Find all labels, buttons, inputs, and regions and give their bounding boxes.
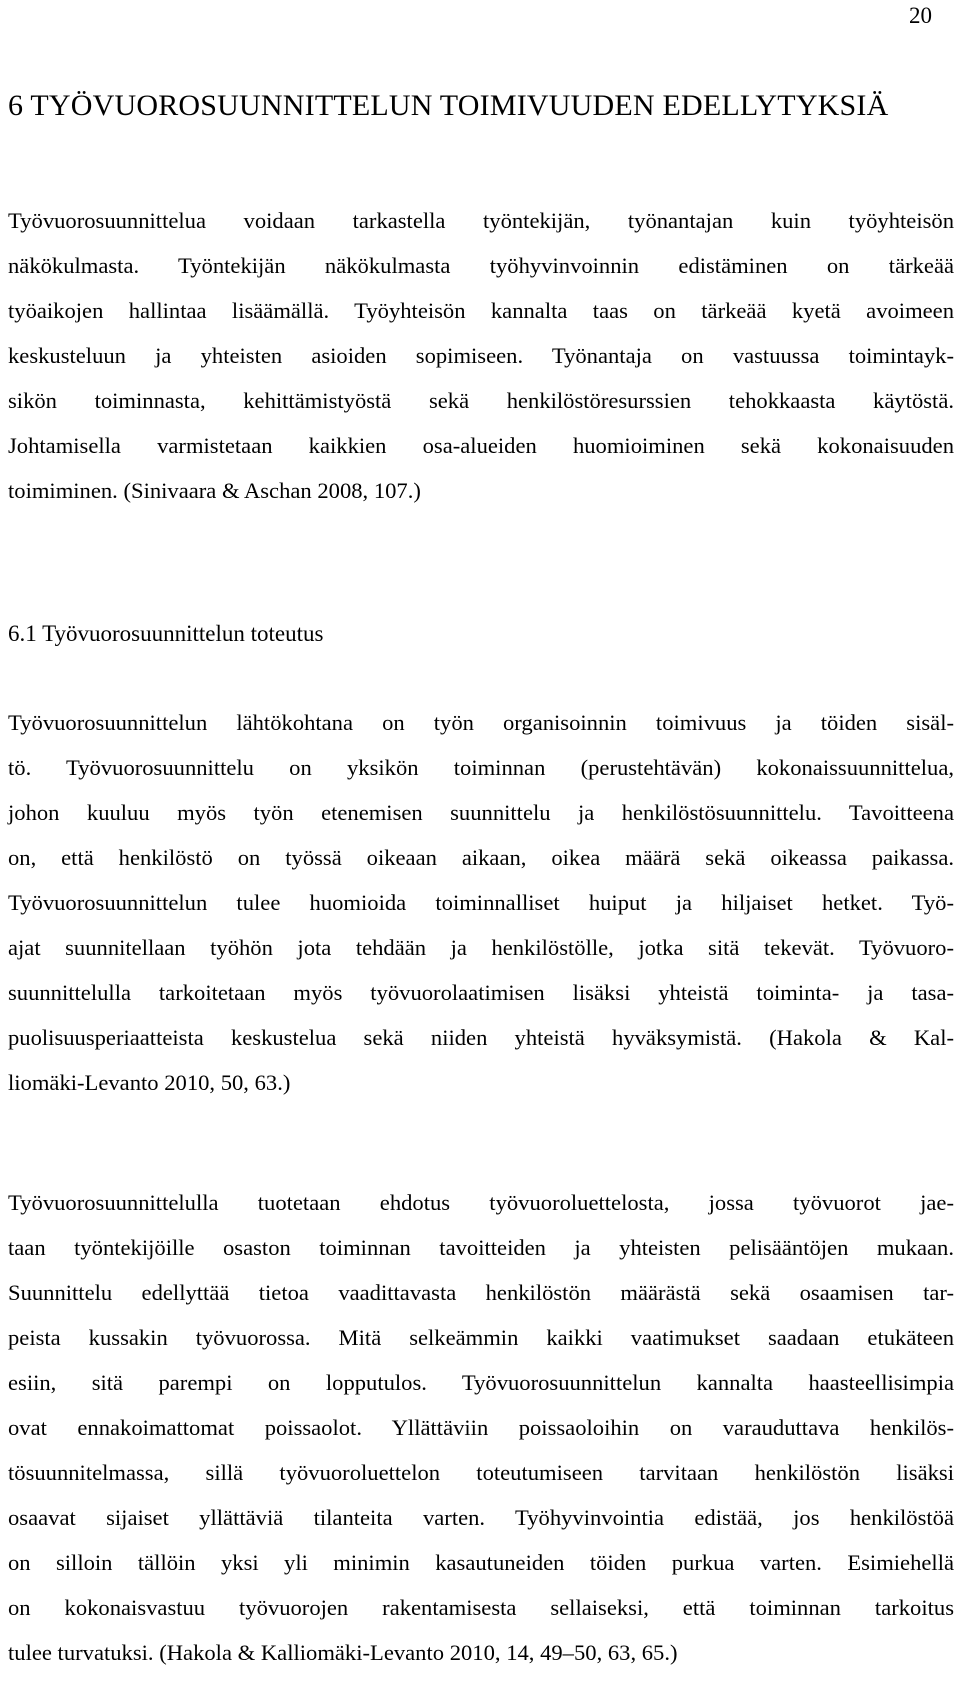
paragraph-line: Työvuorosuunnittelun lähtökohtana on työn organisoinnin toimivuus ja töiden sisäl- — [8, 710, 954, 735]
paragraph-line: suunnittelulla tarkoitetaan myös työvuorolaatimisen lisäksi yhteistä toiminta- ja tasa- — [8, 980, 954, 1005]
paragraph-line: Työvuorosuunnittelua voidaan tarkastella työntekijän, työnantajan kuin työyhteisön — [8, 208, 954, 233]
paragraph-line: taan työntekijöille osaston toiminnan tavoitteiden ja yhteisten pelisääntöjen mukaan. — [8, 1235, 954, 1260]
paragraph-line: esiin, sitä parempi on lopputulos. Työvuorosuunnittelun kannalta haasteellisimpia — [8, 1370, 954, 1395]
paragraph-line: sikön toiminnasta, kehittämistyöstä sekä henkilöstöresurssien tehokkaasta käytöstä. — [8, 388, 954, 413]
paragraph-2 — [8, 700, 954, 1105]
paragraph-1 — [8, 198, 954, 513]
paragraph-line: keskusteluun ja yhteisten asioiden sopimiseen. Työnantaja on vastuussa toimintayk- — [8, 343, 954, 368]
paragraph-line: peista kussakin työvuorossa. Mitä selkeämmin kaikki vaatimukset saadaan etukäteen — [8, 1325, 954, 1350]
paragraph-line: Johtamisella varmistetaan kaikkien osa-alueiden huomioiminen sekä kokonaisuuden — [8, 433, 954, 458]
paragraph-line: Työvuorosuunnittelulla tuotetaan ehdotus työvuoroluettelosta, jossa työvuorot jae- — [8, 1190, 954, 1215]
paragraph-line: ajat suunnitellaan työhön jota tehdään ja henkilöstölle, jotka sitä tekevät. Työvuoro- — [8, 935, 954, 960]
paragraph-line: ovat ennakoimattomat poissaolot. Yllättäviin poissaoloihin on varauduttava henkilös- — [8, 1415, 954, 1440]
paragraph-line: näkökulmasta. Työntekijän näkökulmasta työhyvinvoinnin edistäminen on tärkeää — [8, 253, 954, 278]
paragraph-line: puolisuusperiaatteista keskustelua sekä niiden yhteistä hyväksymistä. (Hakola & Kal- — [8, 1025, 954, 1050]
paragraph-line: on silloin tällöin yksi yli minimin kasautuneiden töiden purkua varten. Esimiehellä — [8, 1550, 954, 1575]
paragraph-line: tösuunnitelmassa, sillä työvuoroluettelon toteutumiseen tarvitaan henkilöstön lisäksi — [8, 1460, 954, 1485]
section-title: 6.1 Työvuorosuunnittelun toteutus — [8, 621, 324, 646]
paragraph-line: työaikojen hallintaa lisäämällä. Työyhteisön kannalta taas on tärkeää kyetä avoimeen — [8, 298, 954, 323]
paragraph-line: tulee turvatuksi. (Hakola & Kalliomäki-Levanto 2010, 14, 49–50, 63, 65.) — [8, 1640, 678, 1665]
paragraph-line: johon kuuluu myös työn etenemisen suunnittelu ja henkilöstösuunnittelu. Tavoitteena — [8, 800, 954, 825]
paragraph-line: liomäki-Levanto 2010, 50, 63.) — [8, 1070, 291, 1095]
page-number: 20 — [909, 3, 932, 28]
paragraph-line: on kokonaisvastuu työvuorojen rakentamisesta sellaiseksi, että toiminnan tarkoitus — [8, 1595, 954, 1620]
paragraph-line: Suunnittelu edellyttää tietoa vaadittavasta henkilöstön määrästä sekä osaamisen tar- — [8, 1280, 954, 1305]
paragraph-3 — [8, 1180, 954, 1675]
chapter-title: 6 TYÖVUOROSUUNNITTELUN TOIMIVUUDEN EDELLYTYKSIÄ — [8, 89, 889, 122]
paragraph-line: osaavat sijaiset yllättäviä tilanteita varten. Työhyvinvointia edistää, jos henkilöstöä — [8, 1505, 954, 1530]
paragraph-line: on, että henkilöstö on työssä oikeaan aikaan, oikea määrä sekä oikeassa paikassa. — [8, 845, 954, 870]
paragraph-line: Työvuorosuunnittelun tulee huomioida toiminnalliset huiput ja hiljaiset hetket. Työ- — [8, 890, 954, 915]
paragraph-line: toimiminen. (Sinivaara & Aschan 2008, 107.) — [8, 478, 421, 503]
paragraph-line: tö. Työvuorosuunnittelu on yksikön toiminnan (perustehtävän) kokonaissuunnittelua, — [8, 755, 954, 780]
